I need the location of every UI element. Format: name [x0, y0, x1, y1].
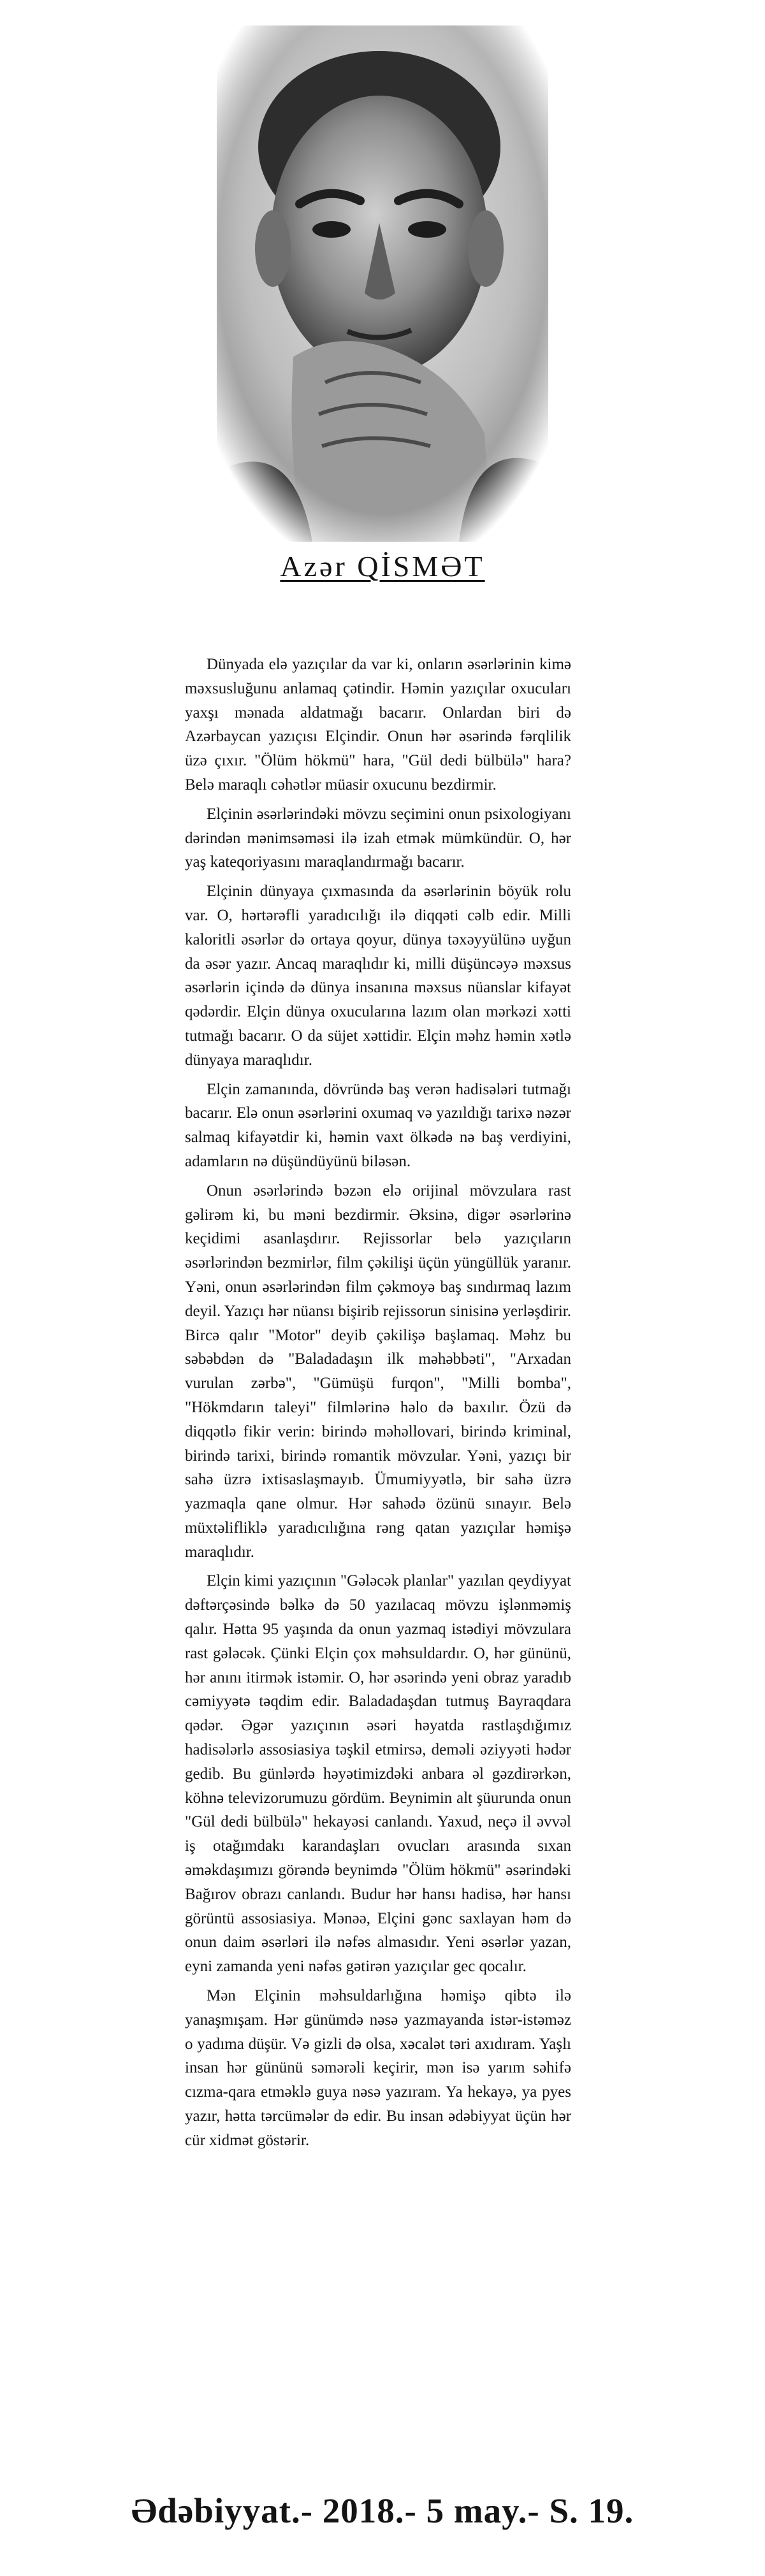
- paragraph: Mən Elçinin məhsuldarlığına həmişə qibtə ilə yanaşmışam. Hər günümdə nəsə yazmayanda istər-istəməz o yadıma düşür. Və gizli də olsa, xəcalət təri axıdıram. Yaşlı insan hər gününü səmərəli keçirir, mən isə yarım səhifə cızma-qara etməklə guya nəsə yazıram. Ya hekayə, ya pyes yazır, hətta tərcümələr də edir. Bu insan ədəbiyyat üçün hər cür xidmət göstərir.: [185, 1987, 571, 2149]
- source-citation: Ədəbiyyat.- 2018.- 5 may.- S. 19.: [131, 2491, 634, 2530]
- author-photo: [217, 25, 548, 542]
- article-body: [185, 653, 571, 2158]
- paragraph: Elçinin dünyaya çıxmasında da əsərlərinin böyük rolu var. O, hərtərəfli yaradıcılığı ilə diqqəti cəlb edir. Milli kaloritli əsərlər də ortaya qoyur, dünya təxəyyülünə uyğun da əsər yazır. Ancaq maraqlıdır ki, milli düşüncəyə məxsus əsərlərin içində də dünya insanına məxsus nüanslar kifayət qədərdir. Elçin dünya oxucularına lazım olan mərkəzi xətti tutmağı bacarır. O da süjet xəttidir. Elçin məhz həmin xətlə dünyaya maraqlıdır.: [185, 883, 571, 1069]
- paragraph: Dünyada elə yazıçılar da var ki, onların əsərlərinin kimə məxsusluğunu anlamaq çətindir. Həmin yazıçılar oxucuları yaxşı mənada aldatmağı bacarır. Onlardan biri də Azərbaycan yazıçısı Elçindir. Onun hər əsərində fərqlilik üzə çıxır. "Ölüm hökmü" hara, "Gül dedi bülbülə" hara? Belə maraqlı cəhətlər müasir oxucunu bezdirmir.: [185, 656, 571, 793]
- paragraph: Elçin zamanında, dövründə baş verən hadisələri tutmağı bacarır. Elə onun əsərlərini oxumaq və yazıldığı tarixə nəzər salmaq kifayətdir ki, həmin vaxt ölkədə nə baş verdiyini, adamların nə düşündüyünü biləsən.: [185, 1080, 571, 1170]
- paragraph: Onun əsərlərində bəzən elə orijinal mövzulara rast gəlirəm ki, bu məni bezdirmir. Əksinə, digər əsərlərinə keçidimi asanlaşdırır. Rejissorlar belə yazıçıların əsərlərindən bezmirlər, film çəkilişi üçün yüngüllük yaranır. Yəni, onun əsərlərindən film çəkmoyə baş sındırmaq lazım deyil. Yazıçı hər nüansı bişirib rejissorun sinisinə yerləşdirir. Bircə qalır "Motor" deyib çəkilişə başlamaq. Məhz bu səbəbdən də "Baladadaşın ilk məhəbbəti", "Arxadan vurulan zərbə", "Gümüşü furqon", "Milli bomba", "Hökmdarın taleyi" filmlərinə həlo də baxılır. Özü də diqqətlə fikir verin: birində məhəllovari, birində kriminal, birində tarixi, birində romantik mövzular. Yəni, yazıçı bir sahə üzrə ixtisaslaşmayıb. Ümumiyyətlə, bir sahə üzrə yazmaqla qane olmur. Hər sahədə özünü sınayır. Belə müxtəlifliklə yaradıcılığına rəng qatan yazıçılar həmişə maraqlıdır.: [185, 1182, 571, 1561]
- paragraph: Elçinin əsərlərindəki mövzu seçimini onun psixologiyanı dərindən mənimsəməsi ilə izah etmək mümkündür. O, hər yaş kateqoriyasını maraqlandırmağı bacarır.: [185, 805, 571, 871]
- author-name: Azər QİSMƏT: [280, 550, 485, 582]
- paragraph: Elçin kimi yazıçının "Gələcək planlar" yazılan qeydiyyat dəftərçəsində bəlkə də 50 yazılacaq mövzu işlənməmiş qalır. Hətta 95 yaşında da onun yazmaq istədiyi mövzulara rast gələcək. Çünki Elçin çox məhsuldardır. O, hər gününü, hər anını itirmək istəmir. O, hər əsərində yeni obraz yaradıb cəmiyyətə təqdim edir. Baladadaşdan tutmuş Bayraqdara qədər. Əgər yazıçının əsəri həyatda rastlaşdığımız hadisələrlə assosiasiya təşkil etmirsə, deməli əziyyəti hədər gedib. Bu günlərdə həyətimizdəki anbara əl gəzdirərkən, köhnə televizorumuzu gördüm. Beynimin alt şüurunda onun "Gül dedi bülbülə" hekayəsi canlandı. Yaxud, neçə il əvvəl iş otağımdakı karandaşları ovucları arasında sıxan əməkdaşımızı görəndə beynimdə "Ölüm hökmü" əsərindəki Bağırov obrazı canlandı. Budur hər hansı hadisə, hər hansı görüntü assosiasiya. Mənəə, Elçini gənc saxlayan həm də onun daim əsərləri ilə nəfəs almasıdır. Yeni əsərlər yazan, eyni zamanda yeni nəfəs gətirən yazıçılar gec qocalır.: [185, 1572, 571, 1976]
